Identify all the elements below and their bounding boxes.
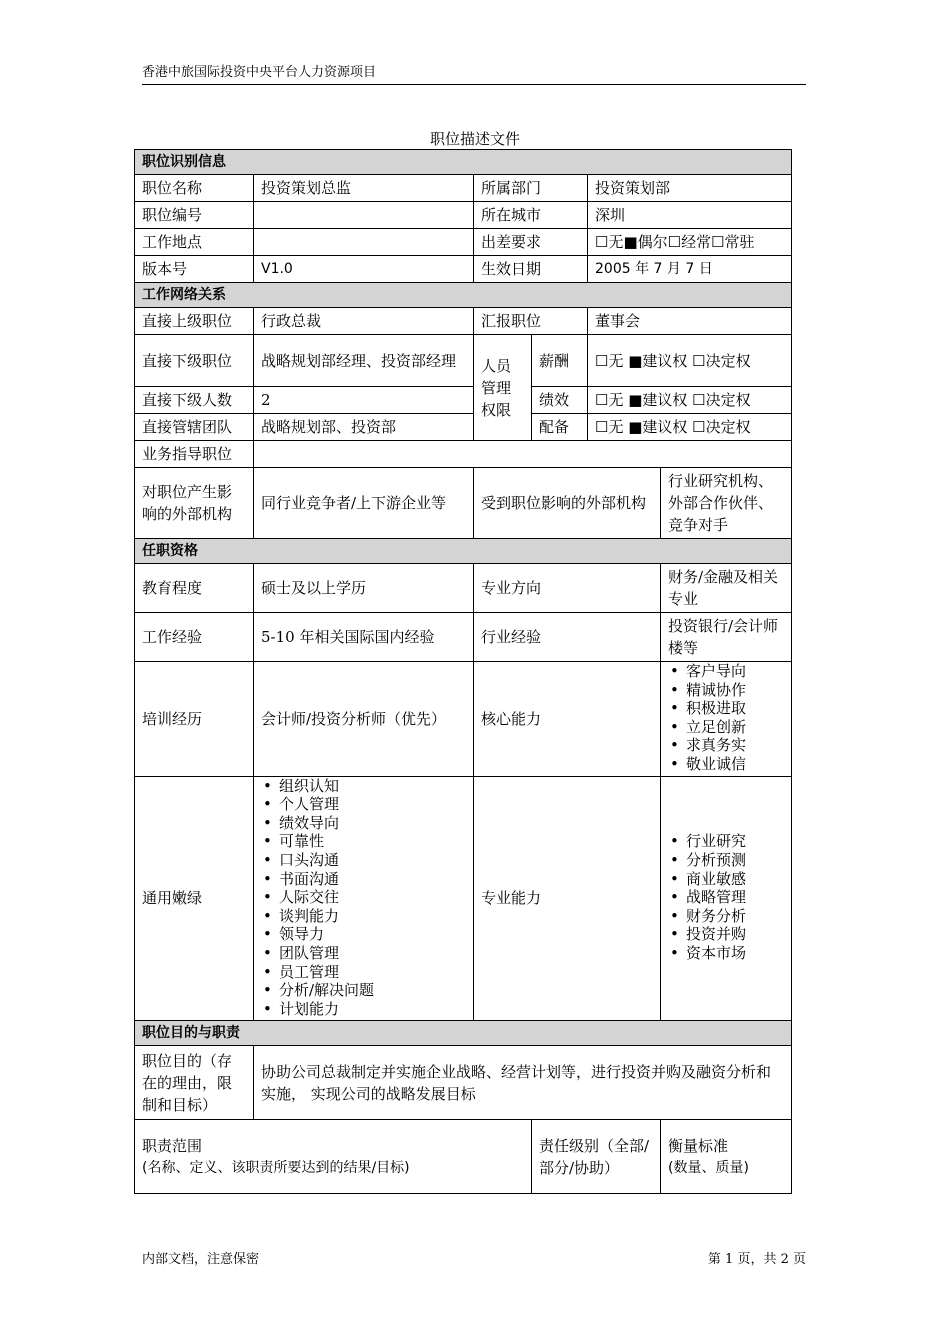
location-value (254, 229, 474, 256)
job-code-label: 职位编号 (135, 202, 254, 229)
industry-label: 行业经验 (474, 613, 661, 662)
page-header: 香港中旅国际投资中央平台人力资源项目 (142, 64, 806, 85)
job-name-value: 投资策划总监 (254, 175, 474, 202)
list-item: • 积极进取 (670, 699, 784, 718)
list-item: • 立足创新 (670, 718, 784, 737)
location-label: 工作地点 (135, 229, 254, 256)
purpose-label: 职位目的（存在的理由，限制和目标） (135, 1046, 254, 1120)
salary-value: ☐无 ■建议权 ☐决定权 (588, 335, 792, 387)
superior-value: 行政总裁 (254, 308, 474, 335)
list-item: • 分析预测 (670, 851, 784, 870)
list-item: • 员工管理 (263, 963, 466, 982)
city-value: 深圳 (588, 202, 792, 229)
section-network: 工作网络关系 (135, 283, 792, 308)
scope-header (135, 1120, 532, 1194)
training-value: 会计师/投资分析师（优先） (254, 662, 474, 777)
impacted-label: 受到职位影响的外部机构 (474, 468, 661, 539)
staffing-value: ☐无 ■建议权 ☐决定权 (588, 414, 792, 441)
industry-value: 投资银行/会计师楼等 (661, 613, 792, 662)
general-ability-label: 通用嫩绿 (135, 776, 254, 1021)
document-title: 职位描述文件 (429, 130, 520, 148)
job-code-value (254, 202, 474, 229)
performance-label: 绩效 (532, 387, 588, 414)
dept-label: 所属部门 (474, 175, 588, 202)
subordinate-label: 直接下级职位 (135, 335, 254, 387)
list-item: • 商业敏感 (670, 870, 784, 889)
scope-sub-label: (名称、定义、该职责所要达到的结果/目标) (142, 1159, 410, 1176)
effective-date-label: 生效日期 (474, 256, 588, 283)
experience-label: 工作经验 (135, 613, 254, 662)
training-label: 培训经历 (135, 662, 254, 777)
report-value: 董事会 (588, 308, 792, 335)
list-item: • 团队管理 (263, 944, 466, 963)
list-item: • 精诚协作 (670, 681, 784, 700)
list-item: • 书面沟通 (263, 870, 466, 889)
authority-label: 人员管理权限 (474, 335, 532, 441)
level-label: 责任级别（全部/部分/协助） (532, 1120, 661, 1194)
list-item: • 人际交往 (263, 888, 466, 907)
scope-label: 职责范围 (142, 1136, 203, 1155)
impact-out-label: 对职位产生影响的外部机构 (135, 468, 254, 539)
sub-count-label: 直接下级人数 (135, 387, 254, 414)
list-item: • 谈判能力 (263, 907, 466, 926)
city-label: 所在城市 (474, 202, 588, 229)
job-name-label: 职位名称 (135, 175, 254, 202)
performance-value: ☐无 ■建议权 ☐决定权 (588, 387, 792, 414)
list-item: • 分析/解决问题 (263, 981, 466, 1000)
list-item: • 财务分析 (670, 907, 784, 926)
core-ability-label: 核心能力 (474, 662, 661, 777)
list-item: • 绩效导向 (263, 814, 466, 833)
job-description-table (134, 149, 792, 1194)
list-item: • 领导力 (263, 925, 466, 944)
superior-label: 直接上级职位 (135, 308, 254, 335)
team-value: 战略规划部、投资部 (254, 414, 474, 441)
measure-sub-label: (数量、质量) (668, 1159, 749, 1176)
list-item: • 客户导向 (670, 662, 784, 681)
guide-label: 业务指导职位 (135, 441, 254, 468)
effective-date-value: 2005 年 7 月 7 日 (588, 256, 792, 283)
core-ability-list (661, 662, 792, 777)
list-item: • 战略管理 (670, 888, 784, 907)
list-item: • 求真务实 (670, 736, 784, 755)
salary-label: 薪酬 (532, 335, 588, 387)
travel-value: ☐无■偶尔☐经常☐常驻 (588, 229, 792, 256)
travel-label: 出差要求 (474, 229, 588, 256)
education-value: 硕士及以上学历 (254, 564, 474, 613)
staffing-label: 配备 (532, 414, 588, 441)
major-value: 财务/金融及相关专业 (661, 564, 792, 613)
version-label: 版本号 (135, 256, 254, 283)
section-purpose: 职位目的与职责 (135, 1021, 792, 1046)
major-label: 专业方向 (474, 564, 661, 613)
section-identity: 职位识别信息 (135, 150, 792, 175)
education-label: 教育程度 (135, 564, 254, 613)
list-item: • 个人管理 (263, 795, 466, 814)
list-item: • 敬业诚信 (670, 755, 784, 774)
general-ability-list (254, 776, 474, 1021)
footer-confidential: 内部文档，注意保密 (142, 1252, 260, 1267)
section-qualification: 任职资格 (135, 539, 792, 564)
list-item: • 口头沟通 (263, 851, 466, 870)
impacted-value: 行业研究机构、外部合作伙伴、竞争对手 (661, 468, 792, 539)
footer-page-number: 第 1 页，共 2 页 (707, 1252, 806, 1267)
list-item: • 可靠性 (263, 832, 466, 851)
pro-ability-list (661, 776, 792, 1021)
list-item: • 计划能力 (263, 1000, 466, 1019)
dept-value: 投资策划部 (588, 175, 792, 202)
list-item: • 行业研究 (670, 832, 784, 851)
purpose-value: 协助公司总裁制定并实施企业战略、经营计划等，进行投资并购及融资分析和实施， 实现公司的战略发展目标 (254, 1046, 792, 1120)
measure-label: 衡量标准 (668, 1136, 729, 1155)
experience-value: 5-10 年相关国际国内经验 (254, 613, 474, 662)
measure-header (661, 1120, 792, 1194)
subordinate-value: 战略规划部经理、投资部经理 (254, 335, 474, 387)
list-item: • 组织认知 (263, 777, 466, 796)
sub-count-value: 2 (254, 387, 474, 414)
pro-ability-label: 专业能力 (474, 776, 661, 1021)
guide-value (254, 441, 792, 468)
report-label: 汇报职位 (474, 308, 588, 335)
list-item: • 资本市场 (670, 944, 784, 963)
version-value: V1.0 (254, 256, 474, 283)
team-label: 直接管辖团队 (135, 414, 254, 441)
impact-out-value: 同行业竞争者/上下游企业等 (254, 468, 474, 539)
list-item: • 投资并购 (670, 925, 784, 944)
